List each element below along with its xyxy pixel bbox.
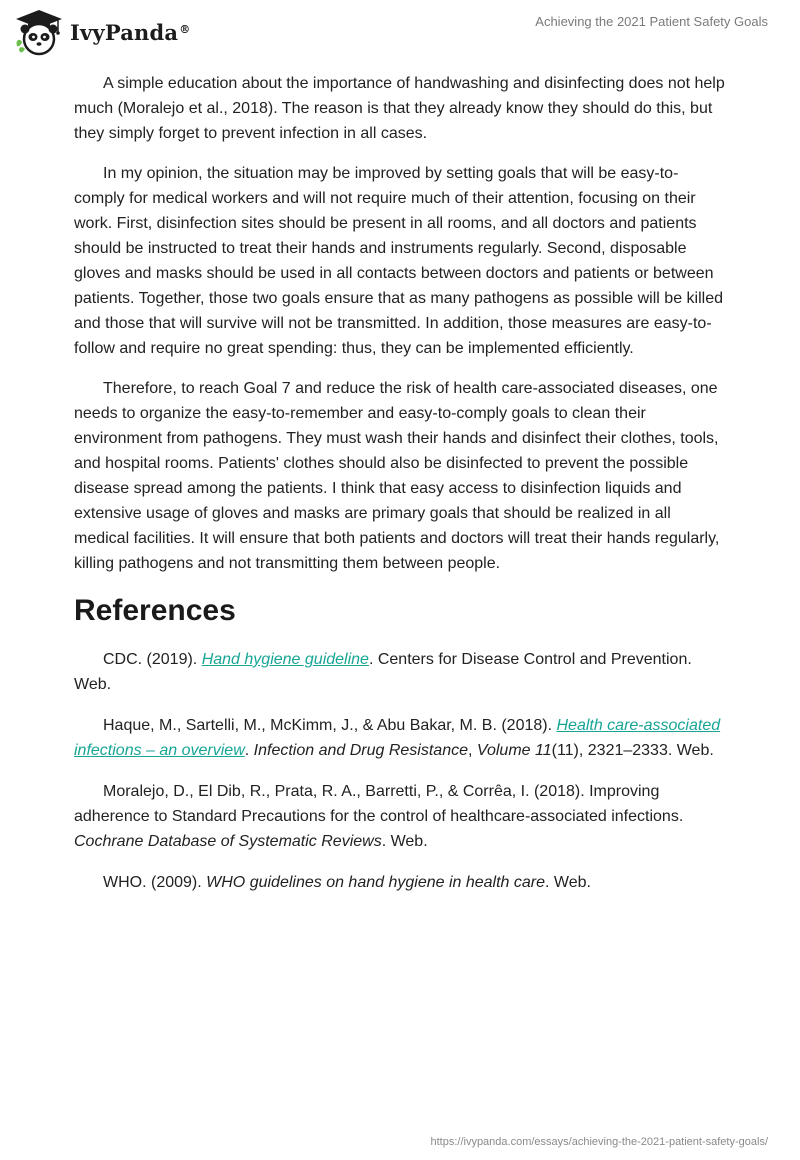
- logo-brand-name: IvyPanda: [70, 19, 179, 45]
- reference-item: [74, 870, 729, 895]
- reference-title: WHO guidelines on hand hygiene in health care: [206, 874, 546, 891]
- essay-body: [74, 71, 729, 911]
- reference-text: . Centers for Disease Control and Prevention. Web.: [74, 651, 692, 693]
- reference-link[interactable]: Hand hygiene guideline: [201, 651, 369, 668]
- ivypanda-logo[interactable]: [14, 8, 190, 56]
- logo-registered-mark: ®: [179, 23, 191, 37]
- page-header: [0, 0, 800, 64]
- reference-text: ,: [468, 742, 477, 759]
- reference-journal: Infection and Drug Resistance: [253, 742, 468, 759]
- reference-item: [74, 647, 729, 697]
- reference-item: [74, 713, 729, 763]
- document-title: Achieving the 2021 Patient Safety Goals: [535, 14, 768, 29]
- reference-item: [74, 779, 729, 854]
- body-paragraph: Therefore, to reach Goal 7 and reduce the risk of health care-associated diseases, one needs to organize the easy-to-remember and easy-to-comply goals to clean their environment from pathogens. They must wash their hands and disinfect their clothes, tools, and hospital rooms. Patients' clothes should also be disinfected to prevent the possible disease spread among the patients. I think that easy access to disinfection liquids and extensive usage of gloves and masks are primary goals that should be realized in all medical facilities. It will ensure that both patients and doctors will treat their hands regularly, killing pathogens and not transmitting them between people.: [74, 380, 720, 572]
- reference-text: . Web.: [545, 874, 591, 891]
- reference-text: (11), 2321–2333. Web.: [551, 742, 714, 759]
- reference-text: . Web.: [381, 833, 428, 850]
- body-paragraph: In my opinion, the situation may be improved by setting goals that will be easy-to-comply for medical workers and will not require much of their attention, focusing on their work. First, disinfection sites should be present in all rooms, and all doctors and patients should be instructed to treat their hands and instruments regularly. Second, disposable gloves and masks should be used in all contacts between doctors and patients or between patients. Together, those two goals ensure that as many pathogens as possible will be killed and those that will survive will not be transmitted. In addition, those measures are easy-to-follow and require no great spending: thus, they can be implemented efficiently.: [74, 165, 723, 357]
- panda-graduation-cap-icon: [14, 8, 64, 56]
- references-heading: References: [74, 594, 236, 627]
- reference-link[interactable]: Health care-associated infections – an overview: [74, 717, 721, 759]
- reference-text: Haque, M., Sartelli, M., McKimm, J., & Abu Bakar, M. B. (2018).: [103, 717, 557, 734]
- reference-text: Moralejo, D., El Dib, R., Prata, R. A., Barretti, P., & Corrêa, I. (2018). Improving adherence to Standard Precautions for the control of healthcare-associated infections.: [74, 783, 684, 825]
- footer-source-url[interactable]: https://ivypanda.com/essays/achieving-the-2021-patient-safety-goals/: [430, 1136, 768, 1148]
- reference-text: CDC. (2019).: [103, 651, 202, 668]
- reference-journal: Cochrane Database of Systematic Reviews: [74, 833, 382, 850]
- body-paragraph: A simple education about the importance of handwashing and disinfecting does not help much (Moralejo et al., 2018). The reason is that they already know they should do this, but they simply forget to prevent infection in all cases.: [74, 75, 725, 142]
- reference-text: .: [244, 742, 254, 759]
- reference-text: WHO. (2009).: [103, 874, 207, 891]
- reference-volume: Volume 11: [476, 742, 552, 759]
